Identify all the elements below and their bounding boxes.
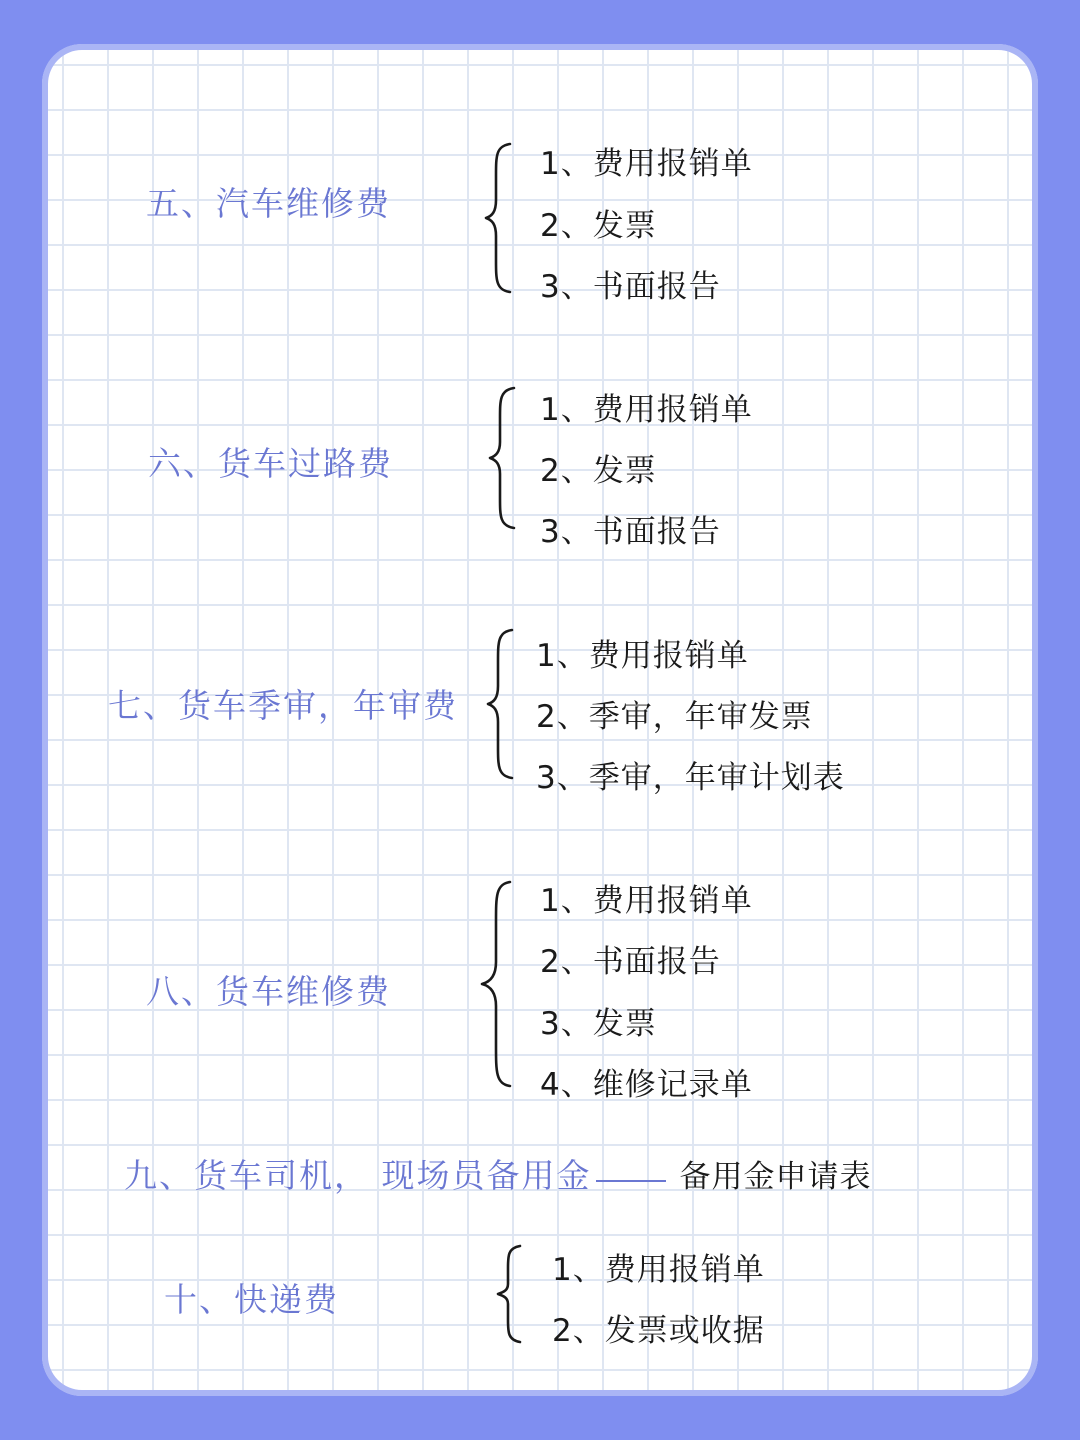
section-9-item-1: 备用金申请表 xyxy=(679,1159,872,1195)
section-8-item-3: 3、发票 xyxy=(540,1006,657,1042)
section-title-6: 六、货车过路费 xyxy=(148,444,393,483)
section-title-10: 十、快递费 xyxy=(164,1280,339,1319)
section-title-9: 九、货车司机， 现场员备用金 xyxy=(124,1156,592,1195)
brace-icon xyxy=(494,1244,534,1344)
dash-divider xyxy=(596,1180,666,1182)
brace-icon xyxy=(484,628,524,780)
section-10-item-1: 1、费用报销单 xyxy=(552,1252,765,1288)
section-6-item-1: 1、费用报销单 xyxy=(540,392,753,428)
brace-icon xyxy=(478,880,522,1088)
section-8-item-4: 4、维修记录单 xyxy=(540,1067,753,1103)
section-7-item-1: 1、费用报销单 xyxy=(536,638,749,674)
section-title-5: 五、汽车维修费 xyxy=(146,184,391,223)
section-6-item-2: 2、发票 xyxy=(540,453,657,489)
section-10-item-2: 2、发票或收据 xyxy=(552,1313,765,1349)
section-8-item-1: 1、费用报销单 xyxy=(540,883,753,919)
brace-icon xyxy=(486,386,526,530)
section-7-item-2: 2、季审，年审发票 xyxy=(536,699,813,735)
section-title-7: 七、货车季审，年审费 xyxy=(108,686,458,725)
brace-icon xyxy=(482,142,522,294)
note-card xyxy=(42,44,1038,1396)
section-8-item-2: 2、书面报告 xyxy=(540,944,721,980)
section-6-item-3: 3、书面报告 xyxy=(540,514,721,550)
section-5-item-1: 1、费用报销单 xyxy=(540,146,753,182)
section-5-item-3: 3、书面报告 xyxy=(540,269,721,305)
section-7-item-3: 3、季审，年审计划表 xyxy=(536,760,845,796)
section-9-row xyxy=(124,1150,872,1197)
section-title-8: 八、货车维修费 xyxy=(146,972,391,1011)
section-5-item-2: 2、发票 xyxy=(540,208,657,244)
